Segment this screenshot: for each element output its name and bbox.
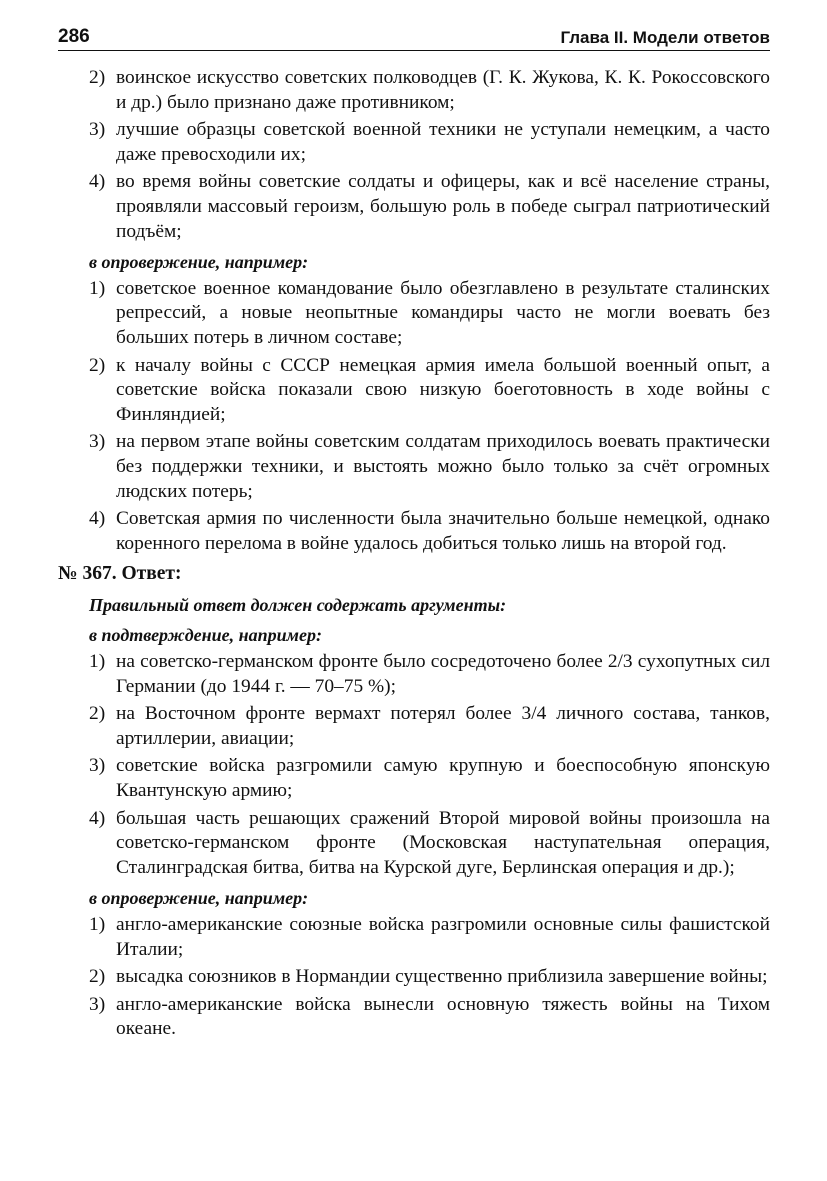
list-item <box>58 650 770 699</box>
item-number: 1) <box>89 914 106 935</box>
page-number: 286 <box>58 26 90 47</box>
item-text: высадка союзников в Нормандии существенно приблизила завершение войны; <box>116 966 768 988</box>
supporting-arguments-list-continued <box>58 66 770 244</box>
list-item <box>58 993 770 1042</box>
confirmation-arguments-list <box>58 650 770 880</box>
item-number: 3) <box>89 119 106 141</box>
page-header <box>58 26 770 51</box>
item-text: лучшие образцы советской военной техники не уступали немецким, а часто даже превосходили их; <box>116 119 770 165</box>
list-item <box>58 913 770 962</box>
item-text: воинское искусство советских полководцев (Г. К. Жукова, К. К. Рокоссовского и др.) было признано даже противником; <box>116 67 770 113</box>
item-number: 2) <box>89 966 106 988</box>
chapter-title: Глава II. Модели ответов <box>560 28 770 47</box>
item-number: 3) <box>89 431 106 453</box>
item-number: 1) <box>89 651 106 673</box>
item-text: Советская армия по численности была значительно больше немецкой, однако коренного перелома в войне удалось добиться только лишь на второй год. <box>116 508 770 554</box>
item-text: на Восточном фронте вермахт потерял более 3/4 личного состава, танков, артиллерии, авиации; <box>116 703 770 749</box>
answer-intro: Правильный ответ должен содержать аргументы: <box>89 594 507 615</box>
list-item <box>58 507 770 556</box>
refutation-heading: в опровержение, например: <box>89 252 309 273</box>
confirmation-heading: в подтверждение, например: <box>89 625 322 646</box>
list-item <box>58 965 770 990</box>
answer-title: № 367. Ответ: <box>58 563 182 585</box>
list-item <box>58 702 770 751</box>
item-text: во время войны советские солдаты и офицеры, как и всё население страны, проявляли массовый героизм, большую роль в победе сыграл патриотический подъём; <box>116 171 770 242</box>
list-item <box>58 807 770 881</box>
refutation-heading-2: в опровержение, например: <box>89 888 309 909</box>
item-text: англо-американские союзные войска разгромили основные силы фашистской Италии; <box>116 914 770 960</box>
item-number: 4) <box>89 171 106 193</box>
list-item <box>58 354 770 428</box>
item-number: 3) <box>89 755 106 777</box>
item-number: 4) <box>89 508 106 530</box>
page-content <box>58 66 770 1045</box>
item-number: 2) <box>89 67 106 88</box>
item-text: к началу войны с СССР немецкая армия имела большой военный опыт, а советские войска показали свою низкую боеготовность в ходе войны с Финляндией; <box>116 354 770 425</box>
list-item <box>58 277 770 351</box>
list-item <box>58 754 770 803</box>
list-item <box>58 170 770 244</box>
item-text: большая часть решающих сражений Второй мировой войны произошла на советско-германском фронте (Московская наступательная операция, Сталинградская битва, битва на Курской дуге, Берлинская операция и др.); <box>116 807 770 878</box>
item-text: на первом этапе войны советским солдатам приходилось воевать практически без поддержки техники, и выстоять можно было только за счёт огромных людских потерь; <box>116 431 770 502</box>
list-item <box>58 118 770 167</box>
refutation-arguments-list <box>58 277 770 557</box>
refutation-arguments-list-2 <box>58 913 770 1042</box>
item-text: советское военное командование было обезглавлено в результате сталинских репрессий, а новые неопытные командиры часто не могли воевать без больших потерь в личном составе; <box>116 277 770 348</box>
item-text: советские войска разгромили самую крупную и боеспособную японскую Квантунскую армию; <box>116 755 770 802</box>
item-number: 1) <box>89 277 106 299</box>
item-text: англо-американские войска вынесли основную тяжесть войны на Тихом океане. <box>116 993 770 1040</box>
item-number: 2) <box>89 354 106 376</box>
list-item <box>58 66 770 115</box>
list-item <box>58 430 770 504</box>
item-number: 3) <box>89 993 106 1015</box>
item-number: 2) <box>89 703 106 725</box>
item-text: на советско-германском фронте было сосредоточено более 2/3 сухопутных сил Германии (до 1944 г. — 70–75 %); <box>116 651 770 697</box>
item-number: 4) <box>89 807 106 829</box>
